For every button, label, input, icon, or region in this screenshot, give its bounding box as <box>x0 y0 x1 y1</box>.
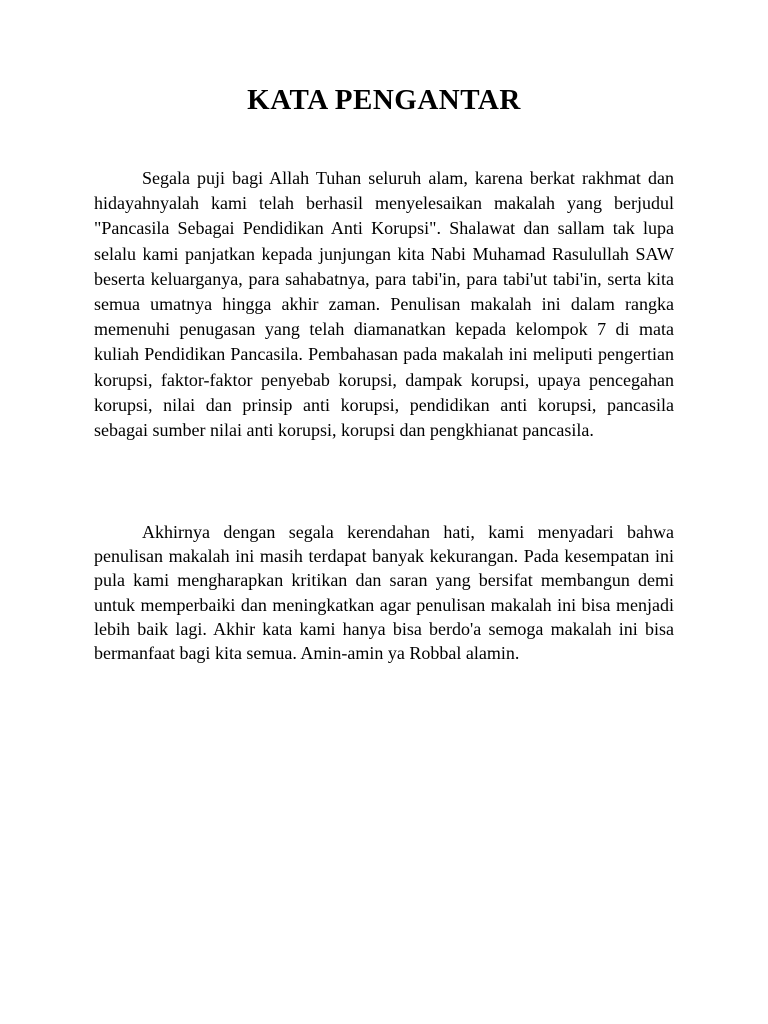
paragraph-2: Akhirnya dengan segala kerendahan hati, kami menyadari bahwa penulisan makalah ini masih terdapat banyak kekurangan. Pada kesempatan ini pula kami mengharapkan kritikan dan saran yang bersifat membangun demi untuk memperbaiki dan meningkatkan agar penulisan makalah ini bisa menjadi lebih baik lagi. Akhir kata kami hanya bisa berdo'a semoga makalah ini bisa bermanfaat bagi kita semua. Amin-amin ya Robbal alamin. <box>94 522 674 664</box>
paragraph-1: Segala puji bagi Allah Tuhan seluruh alam, karena berkat rakhmat dan hidayahnyalah kami telah berhasil menyelesaikan makalah yang berjudul "Pancasila Sebagai Pendidikan Anti Korupsi". Shalawat dan sallam tak lupa selalu kami panjatkan kepada junjungan kita Nabi Muhamad Rasulullah SAW beserta keluarganya, para sahabatnya, para tabi'in, para tabi'ut tabi'in, serta kita semua umatnya hingga akhir zaman. Penulisan makalah ini dalam rangka memenuhi penugasan yang telah diamanatkan kepada kelompok 7 di mata kuliah Pendidikan Pancasila. Pembahasan pada makalah ini meliputi pengertian korupsi, faktor-faktor penyebab korupsi, dampak korupsi, upaya pencegahan korupsi, nilai dan prinsip anti korupsi, pendidikan anti korupsi, pancasila sebagai sumber nilai anti korupsi, korupsi dan pengkhianat pancasila. <box>94 168 674 441</box>
page-title: KATA PENGANTAR <box>247 84 521 116</box>
